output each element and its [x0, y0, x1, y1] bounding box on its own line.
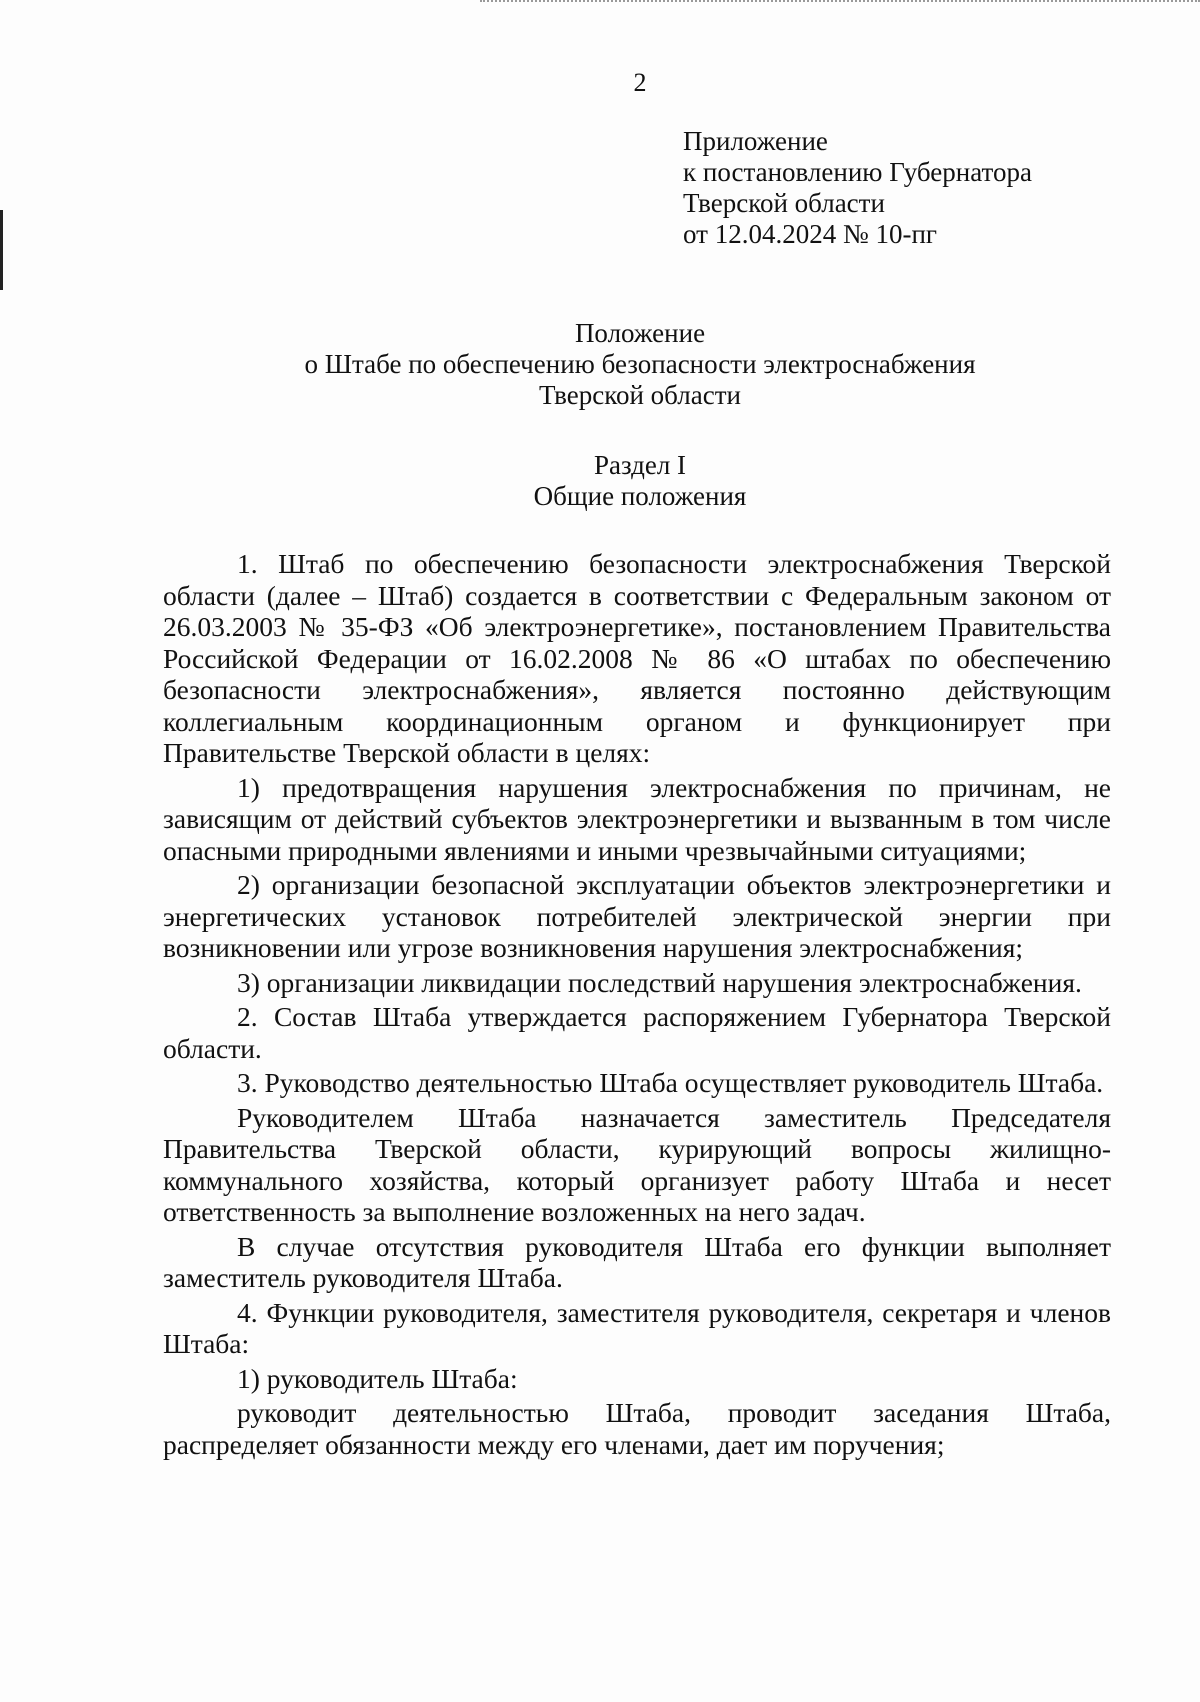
- appendix-line: к постановлению Губернатора: [683, 157, 1032, 187]
- scan-edge-mark: [0, 210, 3, 290]
- title-line: Тверской области: [539, 380, 741, 410]
- appendix-line: Приложение: [683, 126, 828, 156]
- paragraph: 1. Штаб по обеспечению безопасности электроснабжения Тверской области (далее – Штаб) создается в соответствии с Федеральным законом от 26.03.2003 № 35-ФЗ «Об электроэнергетике», постановлением Правительства Российской Федерации от 16.02.2008 № 86 «О штабах по обеспечению безопасности электроснабжения», является постоянно действующим коллегиальным координационным органом и функционирует при Правительстве Тверской области в целях:: [163, 548, 1111, 768]
- section-number: Раздел I: [593, 450, 687, 480]
- paragraph: Руководителем Штаба назначается заместитель Председателя Правительства Тверской области, курирующий вопросы жилищно-коммунального хозяйства, который организует работу Штаба и несет ответственность за выполнение возложенных на него задач.: [163, 1101, 1111, 1227]
- section-heading: [0, 450, 1200, 512]
- page-number: 2: [633, 68, 647, 97]
- document-title: [0, 318, 1200, 411]
- appendix-line: Тверской области: [683, 188, 885, 218]
- title-line: о Штабе по обеспечению безопасности электроснабжения: [304, 349, 976, 379]
- paragraph: 2. Состав Штаба утверждается распоряжением Губернатора Тверской области.: [163, 1001, 1111, 1064]
- appendix-line: от 12.04.2024 № 10-пг: [683, 219, 937, 249]
- paragraph: 4. Функции руководителя, заместителя руководителя, секретаря и членов Штаба:: [163, 1296, 1111, 1359]
- body-text: [163, 548, 1111, 1463]
- paragraph: 3. Руководство деятельностью Штаба осуществляет руководитель Штаба.: [237, 1067, 1104, 1098]
- scan-edge-dots: [480, 0, 1200, 4]
- paragraph: 2) организации безопасной эксплуатации объектов электроэнергетики и энергетических установок потребителей электрической энергии при возникновении или угрозе возникновения нарушения электроснабжения;: [163, 869, 1111, 963]
- section-name: Общие положения: [533, 481, 747, 511]
- paragraph: В случае отсутствия руководителя Штаба его функции выполняет заместитель руководителя Штаба.: [163, 1230, 1111, 1293]
- paragraph: 3) организации ликвидации последствий нарушения электроснабжения.: [237, 966, 1082, 998]
- title-line: Положение: [574, 318, 706, 348]
- paragraph: 1) предотвращения нарушения электроснабжения по причинам, не зависящим от действий субъектов электроэнергетики и вызванным в том числе опасными природными явлениями и иными чрезвычайными ситуациями;: [163, 771, 1111, 866]
- appendix-block: [683, 126, 1032, 250]
- paragraph: руководит деятельностью Штаба, проводит заседания Штаба, распределяет обязанности между его членами, дает им поручения;: [163, 1397, 1111, 1460]
- paragraph: 1) руководитель Штаба:: [237, 1362, 518, 1394]
